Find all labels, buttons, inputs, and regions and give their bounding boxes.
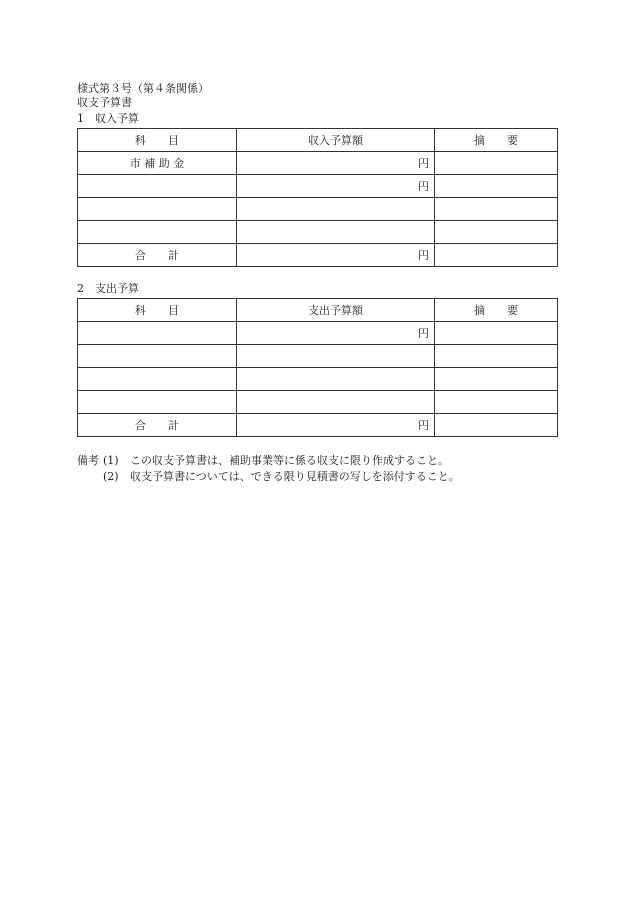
table-row	[78, 391, 558, 414]
amount-cell	[237, 391, 435, 414]
amount-cell: 円	[237, 152, 435, 175]
table-row	[78, 322, 558, 345]
remarks-cell	[435, 175, 558, 198]
amount-cell	[237, 221, 435, 244]
note-number: (1)	[103, 454, 119, 467]
table-row	[78, 198, 558, 221]
remarks-cell	[435, 198, 558, 221]
remarks-cell	[435, 322, 558, 345]
total-amount-cell: 円	[237, 414, 435, 437]
total-remarks-cell	[435, 414, 558, 437]
amount-cell	[237, 368, 435, 391]
item-cell	[78, 391, 237, 414]
notes-block	[77, 453, 460, 485]
table-row	[78, 221, 558, 244]
item-cell	[78, 322, 237, 345]
remarks-cell	[435, 391, 558, 414]
remarks-cell	[435, 368, 558, 391]
item-cell: 市 補 助 金	[78, 152, 237, 175]
column-header-item: 科 目	[78, 299, 237, 322]
income-budget-table	[77, 128, 558, 267]
note-item	[77, 469, 460, 485]
note-item	[77, 453, 460, 469]
expense-budget-table	[77, 298, 558, 437]
remarks-cell	[435, 345, 558, 368]
income-section-heading: 1 収入予算	[77, 112, 139, 125]
document-title: 収支予算書	[77, 96, 132, 109]
item-cell	[78, 221, 237, 244]
item-cell	[78, 368, 237, 391]
column-header-amount: 収入予算額	[237, 129, 435, 152]
table-row	[78, 152, 558, 175]
total-remarks-cell	[435, 244, 558, 267]
column-header-remarks: 摘 要	[435, 299, 558, 322]
item-cell	[78, 345, 237, 368]
table-header-row	[78, 129, 558, 152]
total-label-cell: 合 計	[78, 414, 237, 437]
remarks-cell	[435, 221, 558, 244]
amount-cell	[237, 198, 435, 221]
note-number: (2)	[103, 470, 119, 483]
table-header-row	[78, 299, 558, 322]
table-row	[78, 175, 558, 198]
amount-cell: 円	[237, 322, 435, 345]
item-cell	[78, 175, 237, 198]
item-cell	[78, 198, 237, 221]
total-row	[78, 244, 558, 267]
amount-cell: 円	[237, 175, 435, 198]
table-row	[78, 345, 558, 368]
expense-section-heading: 2 支出予算	[77, 282, 139, 295]
note-text: この収支予算書は、補助事業等に係る収支に限り作成すること。	[130, 454, 449, 467]
total-label-cell: 合 計	[78, 244, 237, 267]
notes-label: 備考	[77, 454, 99, 467]
table-row	[78, 368, 558, 391]
column-header-item: 科 目	[78, 129, 237, 152]
note-text: 収支予算書については、できる限り見積書の写しを添付すること。	[130, 470, 460, 483]
form-number: 様式第３号（第４条関係）	[77, 82, 209, 95]
column-header-remarks: 摘 要	[435, 129, 558, 152]
remarks-cell	[435, 152, 558, 175]
total-row	[78, 414, 558, 437]
amount-cell	[237, 345, 435, 368]
total-amount-cell: 円	[237, 244, 435, 267]
column-header-amount: 支出予算額	[237, 299, 435, 322]
